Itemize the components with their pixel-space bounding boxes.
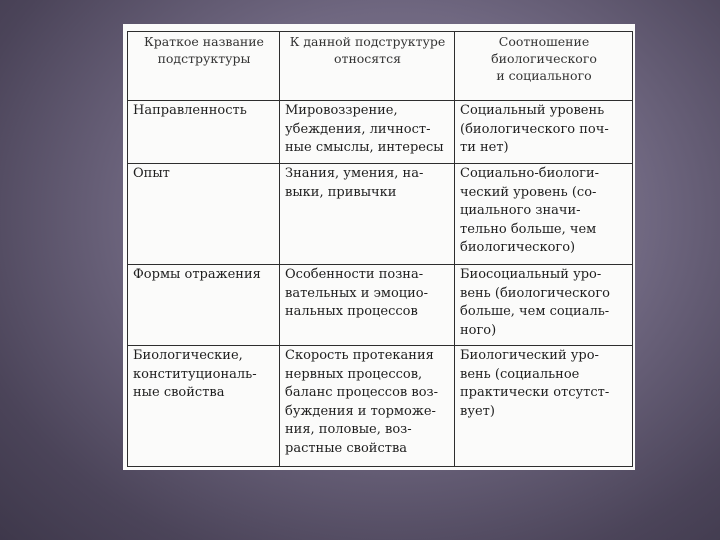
personality-substructure-table xyxy=(127,31,633,467)
table-cell: Знания, умения, на- выки, привычки xyxy=(280,164,455,265)
table-cell: Опыт xyxy=(128,164,280,265)
table-cell: Направленность xyxy=(128,101,280,164)
table-cell: Биологический уро- вень (социальное практически отсутст- вует) xyxy=(455,346,633,467)
table-cell: Скорость протекания нервных процессов, баланс процессов воз- буждения и торможе- ния, половые, воз- растные свойства xyxy=(280,346,455,467)
table-row xyxy=(128,265,633,346)
table-row xyxy=(128,101,633,164)
header-cell-contents: К данной подструктуре относятся xyxy=(280,32,455,101)
table-cell: Биологические, конституциональ- ные свойства xyxy=(128,346,280,467)
table-cell: Особенности позна- вательных и эмоцио- нальных процессов xyxy=(280,265,455,346)
table-cell: Социально-биологи- ческий уровень (со- циального значи- тельно больше, чем биологического) xyxy=(455,164,633,265)
table-cell: Социальный уровень (биологического поч- ти нет) xyxy=(455,101,633,164)
header-cell-bio-social-ratio: Соотношение биологического и социального xyxy=(455,32,633,101)
table-cell: Биосоциальный уро- вень (биологического больше, чем социаль- ного) xyxy=(455,265,633,346)
table-cell: Формы отражения xyxy=(128,265,280,346)
table-row xyxy=(128,164,633,265)
table-header-row xyxy=(128,32,633,101)
document-page xyxy=(123,24,635,470)
table-row xyxy=(128,346,633,467)
header-cell-substructure-name: Краткое название подструктуры xyxy=(128,32,280,101)
table-cell: Мировоззрение, убеждения, личност- ные смыслы, интересы xyxy=(280,101,455,164)
